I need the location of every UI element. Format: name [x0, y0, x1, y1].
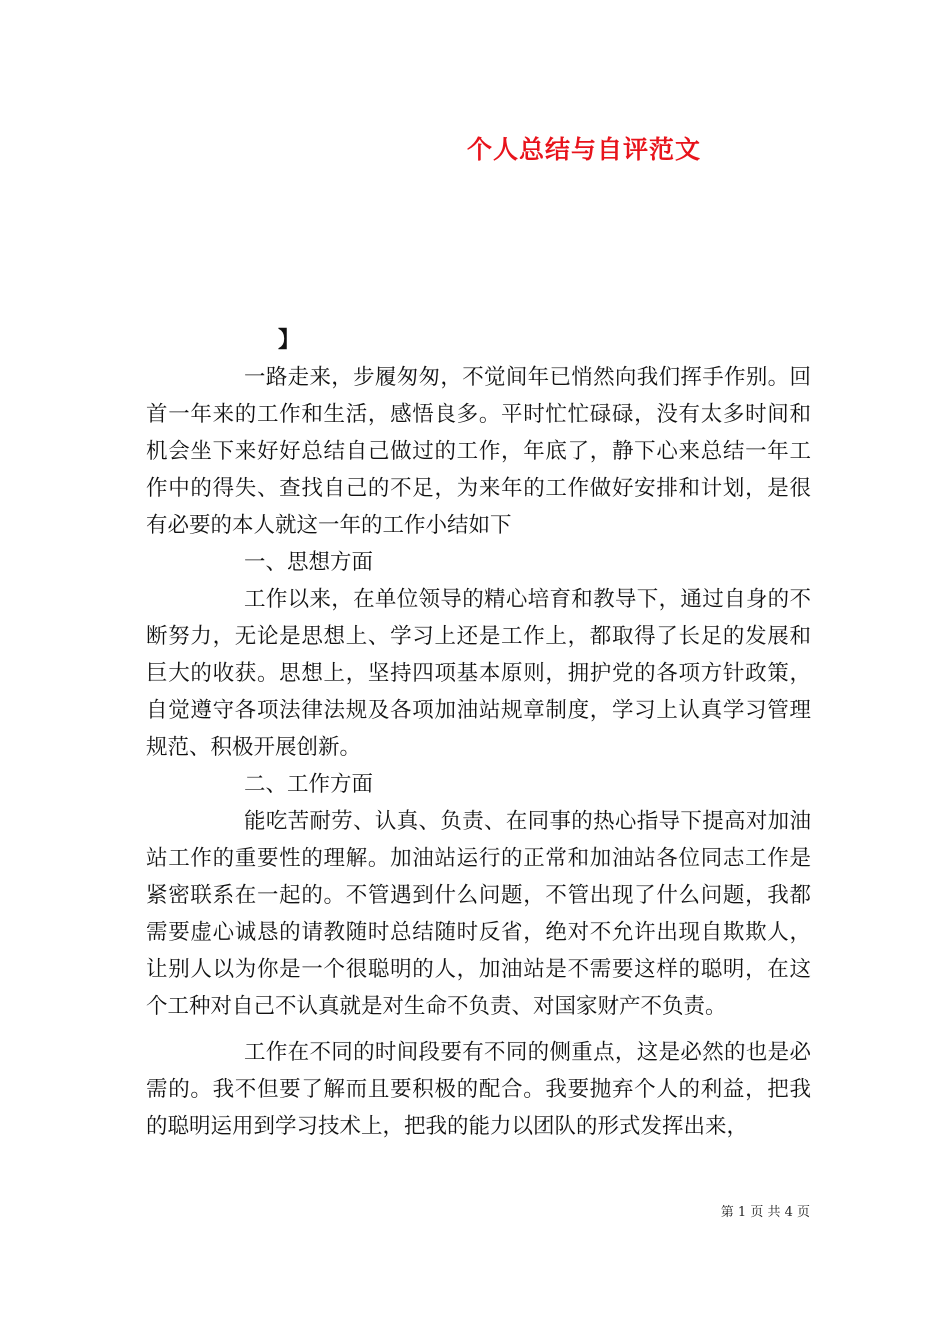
- document-title: 个人总结与自评范文: [466, 135, 701, 164]
- page-number-footer: 第 1 页 共 4 页: [720, 1205, 810, 1220]
- work-paragraph: 能吃苦耐劳、认真、负责、在同事的热心指导下提高对加油站工作的重要性的理解。加油站运行的正常和加油站各位同志工作是紧密联系在一起的。不管遇到什么问题，不管出现了什么问题，我都需要虚心诚恳的请教随时总结随时反省，绝对不允许出现自欺欺人，让别人以为你是一个很聪明的人，加油站是不需要这样的聪明，在这个工种对自己不认真就是对生命不负责、对国家财产不负责。: [146, 809, 811, 1019]
- document-body: [146, 359, 811, 1145]
- closing-bracket: 】: [278, 327, 301, 353]
- focus-paragraph: 工作在不同的时间段要有不同的侧重点，这是必然的也是必需的。我不但要了解而且要积极的配合。我要抛弃个人的利益，把我的聪明运用到学习技术上，把我的能力以团队的形式发挥出来，: [146, 1040, 811, 1139]
- section-heading-work: 二、工作方面: [244, 772, 374, 797]
- section-heading-thought: 一、思想方面: [244, 550, 374, 575]
- thought-paragraph: 工作以来，在单位领导的精心培育和教导下，通过自身的不断努力，无论是思想上、学习上还是工作上，都取得了长足的发展和巨大的收获。思想上，坚持四项基本原则，拥护党的各项方针政策，自觉遵守各项法律法规及各项加油站规章制度，学习上认真学习管理规范、积极开展创新。: [146, 587, 811, 760]
- intro-paragraph: 一路走来，步履匆匆，不觉间年已悄然向我们挥手作别。回首一年来的工作和生活，感悟良多。平时忙忙碌碌，没有太多时间和机会坐下来好好总结自己做过的工作，年底了，静下心来总结一年工作中的得失、查找自己的不足，为来年的工作做好安排和计划，是很有必要的本人就这一年的工作小结如下: [146, 365, 811, 538]
